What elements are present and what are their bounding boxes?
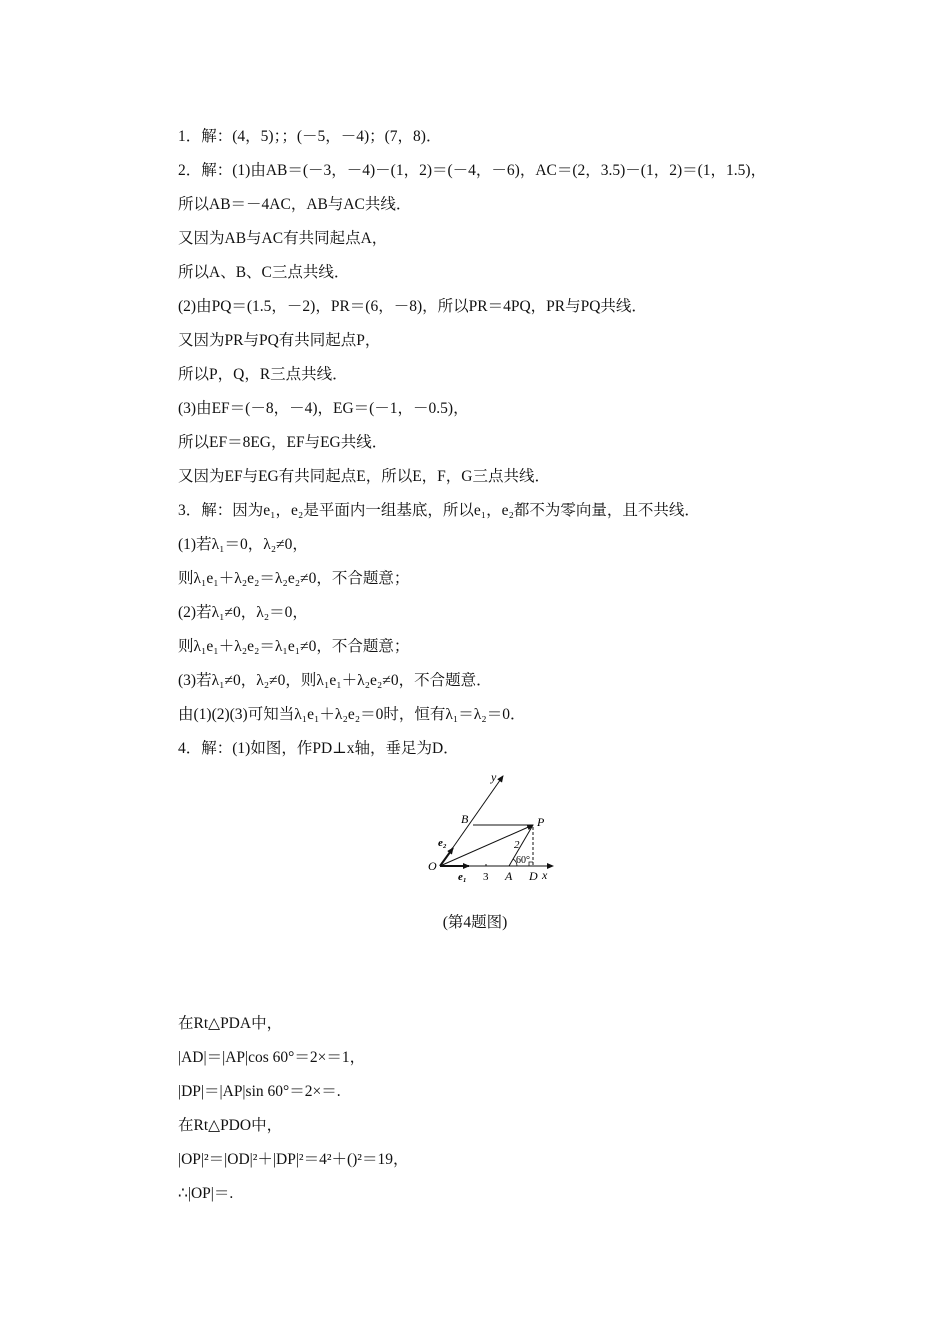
figure-caption: (第4题图) <box>442 914 508 931</box>
text-line: 所以P，Q，R三点共线． <box>178 366 348 383</box>
label-y: y <box>491 770 497 784</box>
text-line: |OP|²＝|OD|²＋|DP|²＝4²＋()²＝19， <box>178 1151 409 1168</box>
label-d: D <box>529 869 538 883</box>
label-a: A <box>505 869 513 883</box>
text-line: (2)由PQ＝(1.5，－2)，PR＝(6，－8)，所以PR＝4PQ，PR与PQ共线． <box>178 298 647 315</box>
label-3: 3 <box>483 871 489 883</box>
text-line: ∴|OP|＝. <box>178 1185 234 1202</box>
text-line: 由(1)(2)(3)可知当λ₁e₁＋λ₂e₂＝0时，恒有λ₁＝λ₂＝0． <box>178 706 526 723</box>
text-line: (3)若λ₁≠0，λ₂≠0，则λ₁e₁＋λ₂e₂≠0，不合题意． <box>178 672 492 689</box>
label-e1: e₁ <box>458 871 467 883</box>
label-60: 60° <box>516 855 530 866</box>
text-line: 则λ₁e₁＋λ₂e₂＝λ₂e₂≠0，不合题意； <box>178 570 410 587</box>
text-line: |AD|＝|AP|cos 60°＝2×＝1， <box>178 1049 366 1066</box>
text-line: (1)若λ₁＝0，λ₂≠0， <box>178 536 308 553</box>
text-line: 又因为AB与AC有共同起点A， <box>178 230 388 247</box>
text-line: 所以AB＝－4AC，AB与AC共线． <box>178 196 412 213</box>
text-line: 在Rt△PDO中， <box>178 1117 283 1134</box>
text-line: 所以A、B、C三点共线． <box>178 264 350 281</box>
text-line: 则λ₁e₁＋λ₂e₂＝λ₁e₁≠0，不合题意； <box>178 638 410 655</box>
text-line: 所以EF＝8EG，EF与EG共线． <box>178 434 388 451</box>
text-line: 4．解：(1)如图，作PD⊥x轴，垂足为D． <box>178 740 459 757</box>
text-line: 2．解：(1)由AB＝(－3，－4)－(1，2)＝(－4，－6)，AC＝(2，3.5)－(1，2)＝(1，1.5)， <box>178 162 767 179</box>
text-line: 又因为EF与EG有共同起点E，所以E，F，G三点共线． <box>178 468 551 485</box>
text-line: 1．解：(4，5)；；(－5，－4)；(7，8)． <box>178 128 442 145</box>
text-line: 3．解：因为e₁，e₂是平面内一组基底，所以e₁，e₂都不为零向量，且不共线． <box>178 502 700 519</box>
text-line: (2)若λ₁≠0，λ₂＝0， <box>178 604 308 621</box>
vector-diagram <box>425 770 565 886</box>
text-line: 又因为PR与PQ有共同起点P， <box>178 332 381 349</box>
label-b: B <box>461 812 469 826</box>
label-2: 2 <box>514 839 520 851</box>
vector-figure <box>425 770 565 886</box>
text-line: 在Rt△PDA中， <box>178 1015 283 1032</box>
label-e2: e₂ <box>438 837 447 849</box>
text-line: (3)由EF＝(－8，－4)，EG＝(－1，－0.5)， <box>178 400 469 417</box>
label-x: x <box>542 868 548 882</box>
text-line: |DP|＝|AP|sin 60°＝2×＝. <box>178 1083 341 1100</box>
label-p: P <box>537 815 545 829</box>
label-o: O <box>428 859 437 873</box>
